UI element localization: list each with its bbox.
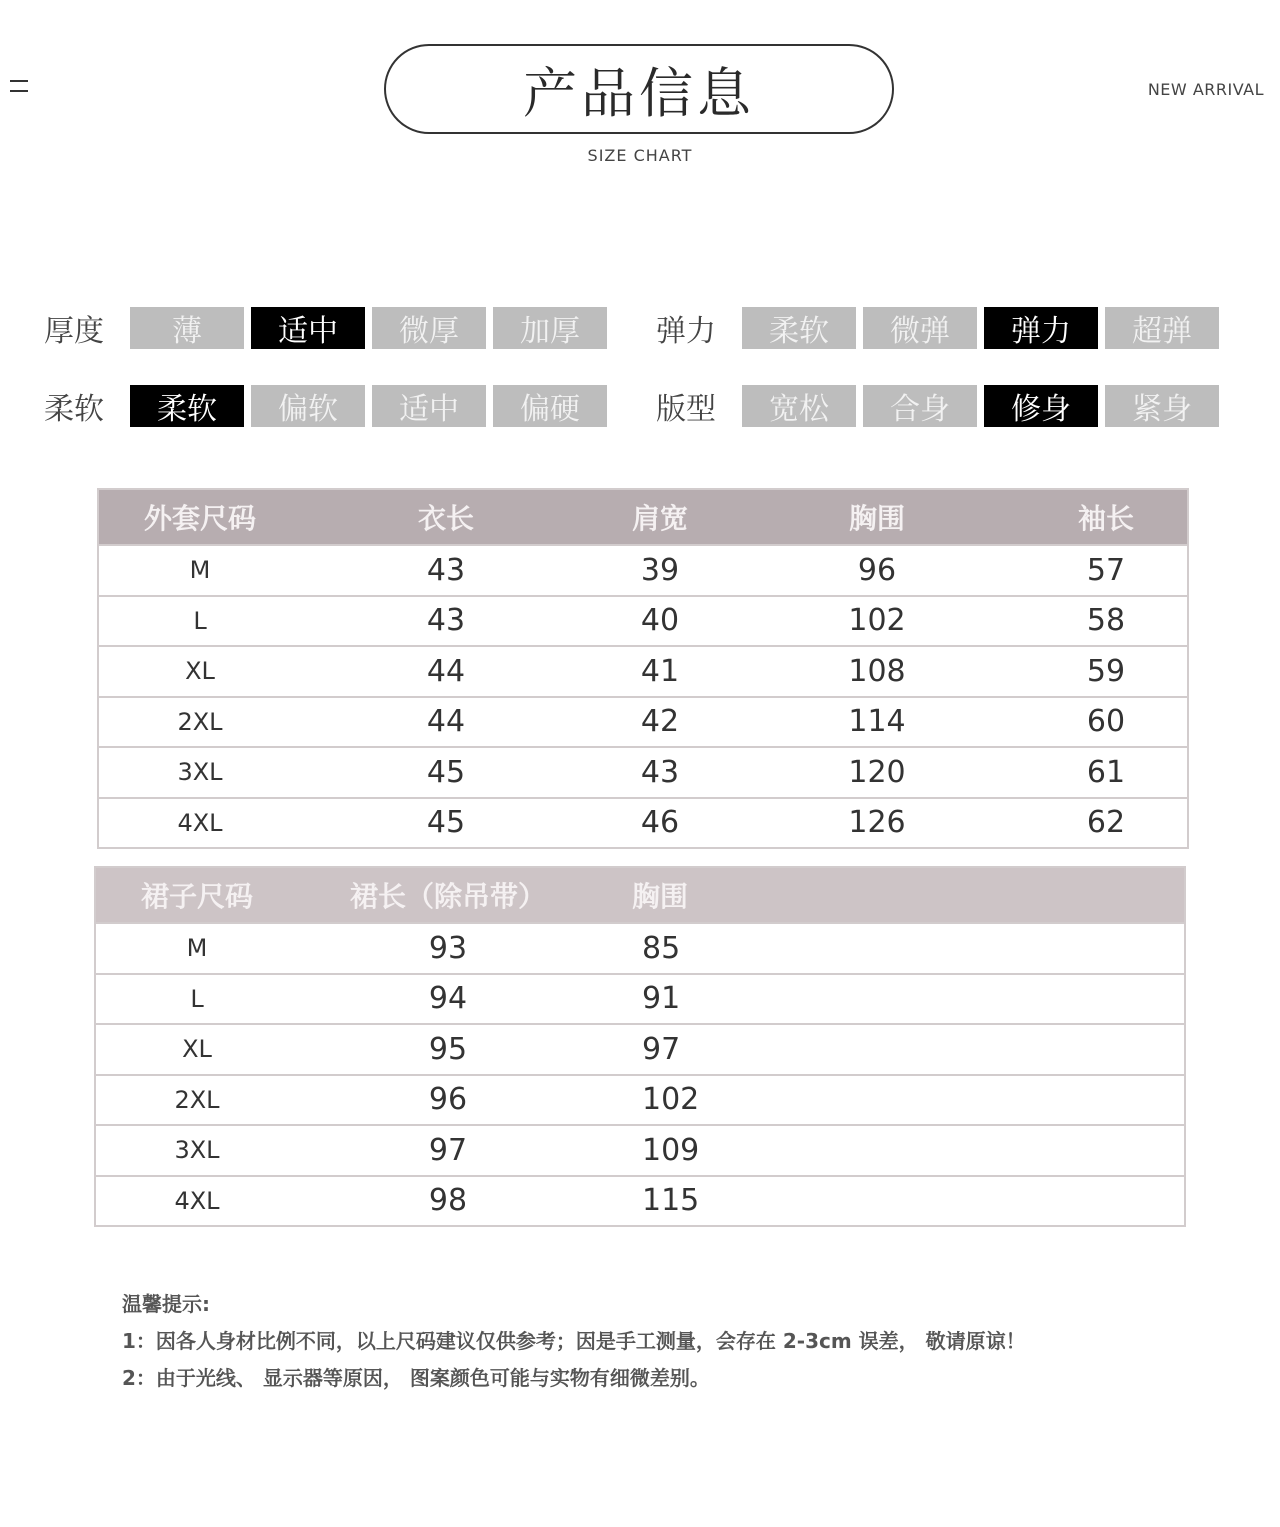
table-header-cell: 肩宽: [591, 489, 729, 545]
table-cell: 3XL: [95, 1125, 298, 1176]
attribute-option: 适中: [372, 385, 486, 427]
attribute-label: 弹力: [656, 314, 716, 349]
menu-lines-icon: [10, 80, 28, 100]
table-cell: 4XL: [95, 1176, 298, 1227]
table-cell: 60: [1025, 697, 1188, 748]
attribute-option: 微弹: [863, 307, 977, 349]
table-cell: 126: [729, 798, 1025, 849]
table-row: [95, 1075, 1185, 1126]
attribute-option-selected: 柔软: [130, 385, 244, 427]
table-cell: 115: [598, 1176, 1185, 1227]
table-cell: 93: [298, 923, 598, 974]
table-header-cell: 衣长: [301, 489, 591, 545]
table-cell: 4XL: [98, 798, 301, 849]
table-header-cell: 裙子尺码: [95, 867, 298, 923]
page-title: [384, 44, 894, 134]
table-header-cell: 外套尺码: [98, 489, 301, 545]
table-cell: 98: [298, 1176, 598, 1227]
table-cell: M: [95, 923, 298, 974]
table-cell: 2XL: [95, 1075, 298, 1126]
table-cell: 42: [591, 697, 729, 748]
table-row: [98, 798, 1188, 849]
table-row: [95, 923, 1185, 974]
table-cell: 94: [298, 974, 598, 1025]
table-cell: 61: [1025, 747, 1188, 798]
attribute-option: 超弹: [1105, 307, 1219, 349]
table-header-cell: 胸围: [729, 489, 1025, 545]
table-cell: 96: [729, 545, 1025, 596]
tips-line: 1：因各人身材比例不同，以上尺码建议仅供参考；因是手工测量，会存在 2-3cm 误差， 敬请原谅！: [122, 1329, 1026, 1353]
attribute-option-selected: 适中: [251, 307, 365, 349]
table-cell: L: [98, 596, 301, 647]
table-cell: L: [95, 974, 298, 1025]
tips-line: 2：由于光线、 显示器等原因， 图案颜色可能与实物有细微差别。: [122, 1366, 710, 1390]
table-cell: 109: [598, 1125, 1185, 1176]
table-cell: 41: [591, 646, 729, 697]
attribute-elasticity: [656, 306, 1226, 350]
table-cell: 97: [298, 1125, 598, 1176]
tips-section: [122, 1286, 1026, 1397]
attribute-option: 偏软: [251, 385, 365, 427]
attribute-label: 版型: [656, 392, 716, 427]
table-cell: 102: [598, 1075, 1185, 1126]
attribute-option-selected: 弹力: [984, 307, 1098, 349]
table-row: [98, 697, 1188, 748]
table-cell: XL: [98, 646, 301, 697]
jacket-size-table: [97, 488, 1189, 849]
attribute-option: 微厚: [372, 307, 486, 349]
table-cell: 62: [1025, 798, 1188, 849]
table-header-cell: 袖长: [1025, 489, 1188, 545]
table-header-row: [98, 489, 1188, 545]
table-cell: 44: [301, 646, 591, 697]
table-cell: 91: [598, 974, 1185, 1025]
table-row: [95, 1176, 1185, 1227]
table-cell: 40: [591, 596, 729, 647]
table-header-row: [95, 867, 1185, 923]
table-header-cell: 裙长（除吊带）: [298, 867, 598, 923]
table-cell: 114: [729, 697, 1025, 748]
table-header-cell: 胸围: [598, 867, 1185, 923]
attribute-label: 厚度: [44, 314, 104, 349]
table-cell: 39: [591, 545, 729, 596]
table-cell: 45: [301, 798, 591, 849]
table-cell: 57: [1025, 545, 1188, 596]
table-row: [95, 974, 1185, 1025]
attribute-label: 柔软: [44, 392, 104, 427]
table-cell: 120: [729, 747, 1025, 798]
table-row: [98, 596, 1188, 647]
table-cell: 108: [729, 646, 1025, 697]
attribute-option: 宽松: [742, 385, 856, 427]
new-arrival-label: NEW ARRIVAL: [1147, 80, 1264, 99]
table-cell: 45: [301, 747, 591, 798]
table-row: [95, 1024, 1185, 1075]
table-cell: XL: [95, 1024, 298, 1075]
table-cell: 58: [1025, 596, 1188, 647]
tips-title: 温馨提示:: [122, 1292, 210, 1316]
table-cell: 43: [591, 747, 729, 798]
attribute-option: 合身: [863, 385, 977, 427]
table-cell: 43: [301, 596, 591, 647]
table-cell: 85: [598, 923, 1185, 974]
page-title-text: 产品信息: [523, 61, 755, 125]
table-cell: M: [98, 545, 301, 596]
table-row: [98, 747, 1188, 798]
attribute-option-selected: 修身: [984, 385, 1098, 427]
table-cell: 102: [729, 596, 1025, 647]
attribute-option: 柔软: [742, 307, 856, 349]
table-cell: 59: [1025, 646, 1188, 697]
table-cell: 2XL: [98, 697, 301, 748]
attribute-option: 偏硬: [493, 385, 607, 427]
table-cell: 44: [301, 697, 591, 748]
attribute-option: 薄: [130, 307, 244, 349]
attribute-fit: [656, 384, 1226, 428]
table-cell: 3XL: [98, 747, 301, 798]
attribute-option: 紧身: [1105, 385, 1219, 427]
skirt-size-table: [94, 866, 1186, 1227]
attribute-option: 加厚: [493, 307, 607, 349]
table-cell: 95: [298, 1024, 598, 1075]
table-cell: 46: [591, 798, 729, 849]
attribute-thickness: [44, 306, 614, 350]
table-cell: 97: [598, 1024, 1185, 1075]
table-cell: 43: [301, 545, 591, 596]
table-row: [98, 545, 1188, 596]
page-subtitle: SIZE CHART: [587, 146, 693, 165]
table-row: [95, 1125, 1185, 1176]
attribute-softness: [44, 384, 614, 428]
table-row: [98, 646, 1188, 697]
table-cell: 96: [298, 1075, 598, 1126]
